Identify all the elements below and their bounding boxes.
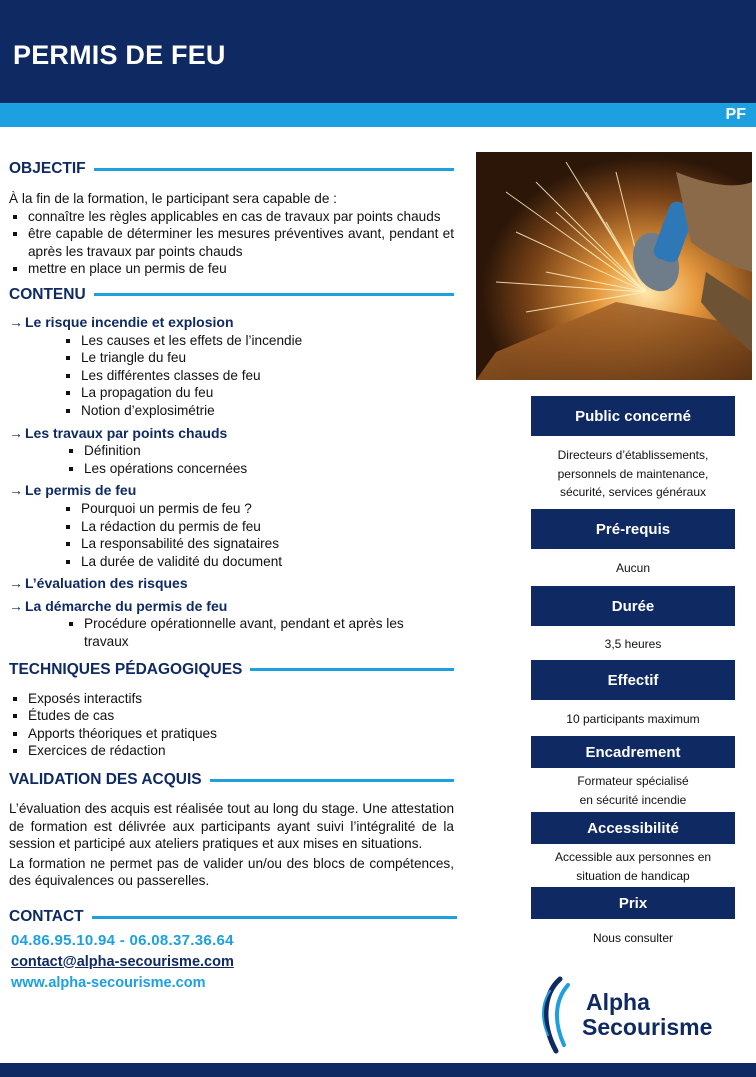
topic-list <box>63 500 454 570</box>
section-contenu-title: CONTENU <box>9 284 454 306</box>
list-item: Définition <box>66 442 454 460</box>
label-duree: Durée <box>531 586 735 626</box>
topic-list <box>66 615 434 650</box>
list-item: La propagation du feu <box>63 384 454 402</box>
list-item: Études de cas <box>9 707 454 725</box>
title-rule <box>92 916 457 919</box>
arrow-right-icon: → <box>9 575 23 592</box>
section-contact-title: CONTACT <box>9 906 457 928</box>
list-item: Notion d’explosimétrie <box>63 402 454 420</box>
list-item: Les différentes classes de feu <box>63 367 454 385</box>
prerequis-value: Aucun <box>615 561 651 575</box>
section-techniques-title: TECHNIQUES PÉDAGOGIQUES <box>9 659 454 681</box>
label-accessibilite: Accessibilité <box>531 812 735 844</box>
topic-heading: → L’évaluation des risques <box>9 575 188 592</box>
list-item: Exposés interactifs <box>9 690 454 708</box>
list-item: Le triangle du feu <box>63 349 454 367</box>
list-item: Procédure opérationnelle avant, pendant et après les travaux <box>66 615 434 650</box>
list-item: Les causes et les effets de l’incendie <box>63 332 454 350</box>
label-prerequis: Pré-requis <box>531 509 735 549</box>
swoosh-logo-icon <box>536 975 580 1055</box>
public-text: Directeurs d’établissements, personnels de maintenance, sécurité, services généraux <box>557 448 709 499</box>
topic-heading: → Le risque incendie et explosion <box>9 313 234 330</box>
welding-photo <box>476 152 752 380</box>
code-bar <box>0 103 756 127</box>
contact-phones: 04.86.95.10.94 - 06.08.37.36.64 <box>11 932 234 949</box>
objectif-intro: À la fin de la formation, le participant sera capable de : <box>9 191 337 206</box>
list-item: La responsabilité des signataires <box>63 535 454 553</box>
encadrement-text: Formateur spécialisé en sécurité incendie <box>577 774 689 807</box>
title-rule <box>250 668 454 671</box>
validation-paragraph: L’évaluation des acquis est réalisée tout au long du stage. Une attestation de formation est délivrée aux participants ayant suivi l’intégralité de la session et participé aux ateliers pratiques et aux mises en situations. <box>9 801 454 852</box>
validation-paragraph: La formation ne permet pas de valider un/ou des blocs de compétences, des équivalences ou passerelles. <box>9 855 454 889</box>
list-item: Apports théoriques et pratiques <box>9 725 454 743</box>
list-item: Pourquoi un permis de feu ? <box>63 500 454 518</box>
section-objectif-title: OBJECTIF <box>9 158 454 180</box>
list-item: être capable de déterminer les mesures préventives avant, pendant et après les travaux par points chauds <box>9 225 454 260</box>
label-prix: Prix <box>531 887 735 919</box>
course-code: PF <box>725 106 746 123</box>
logo-line1: Alpha <box>586 989 650 1015</box>
effectif-value: 10 participants maximum <box>566 712 700 726</box>
techniques-list <box>9 690 454 760</box>
topic-heading: → Le permis de feu <box>9 482 137 499</box>
list-item: mettre en place un permis de feu <box>9 260 454 278</box>
accessibilite-text: Accessible aux personnes en situation de handicap <box>554 850 712 883</box>
alpha-secourisme-logo <box>536 975 726 1055</box>
contact-website-link[interactable]: www.alpha-secourisme.com <box>11 975 206 992</box>
label-public: Public concerné <box>531 396 735 436</box>
title-rule <box>94 293 454 296</box>
topic-list <box>63 332 454 420</box>
list-item: Les opérations concernées <box>66 460 454 478</box>
footer-bar <box>0 1063 756 1077</box>
list-item: connaître les règles applicables en cas de travaux par points chauds <box>9 208 454 226</box>
topic-heading: → La démarche du permis de feu <box>9 597 228 614</box>
duree-value: 3,5 heures <box>604 637 662 651</box>
label-encadrement: Encadrement <box>531 736 735 768</box>
topic-list <box>66 442 454 477</box>
title-rule <box>210 779 454 782</box>
title-rule <box>94 168 454 171</box>
logo-line2: Secourisme <box>582 1014 713 1040</box>
objectif-list <box>9 208 454 278</box>
list-item: La rédaction du permis de feu <box>63 518 454 536</box>
arrow-right-icon: → <box>9 597 23 614</box>
arrow-right-icon: → <box>9 313 23 330</box>
label-effectif: Effectif <box>531 660 735 700</box>
list-item: La durée de validité du document <box>63 553 454 571</box>
header-banner <box>0 0 756 103</box>
section-validation-title: VALIDATION DES ACQUIS <box>9 769 454 791</box>
grinding-sparks-image <box>476 152 752 380</box>
page-title: PERMIS DE FEU <box>13 40 226 70</box>
prix-value: Nous consulter <box>592 931 674 945</box>
list-item: Exercices de rédaction <box>9 742 454 760</box>
arrow-right-icon: → <box>9 424 23 441</box>
arrow-right-icon: → <box>9 482 23 499</box>
main-column <box>9 158 454 993</box>
contact-email-link[interactable]: contact@alpha-secourisme.com <box>11 953 234 970</box>
topic-heading: → Les travaux par points chauds <box>9 424 228 441</box>
